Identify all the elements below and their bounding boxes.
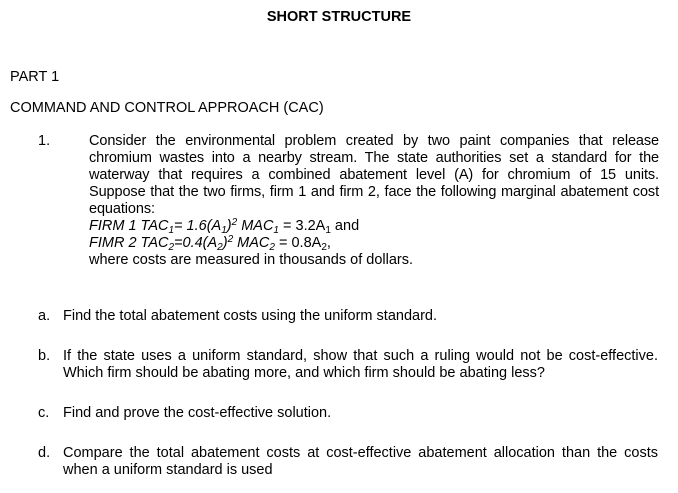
cost-units-note: where costs are measured in thousands of dollars. bbox=[89, 252, 414, 268]
part-heading: PART 1 bbox=[10, 69, 60, 85]
subquestion-text: If the state uses a uniform standard, show that such a ruling would not be cost-effective. Which firm should be abating more, and which firm should be abating less? bbox=[63, 348, 658, 381]
question-body bbox=[89, 133, 659, 269]
subquestion-label: c. bbox=[38, 405, 50, 421]
subquestion-c bbox=[38, 405, 658, 422]
subquestion-d bbox=[38, 445, 658, 479]
question-number: 1. bbox=[38, 133, 51, 149]
subquestion-text: Find and prove the cost-effective solution. bbox=[63, 405, 332, 421]
subquestion-text: Compare the total abatement costs at cost-effective abatement allocation than the costs when a uniform standard is used bbox=[63, 445, 658, 478]
subquestion-label: d. bbox=[38, 445, 51, 461]
subquestion-text: Find the total abatement costs using the uniform standard. bbox=[63, 308, 437, 324]
subquestion-a bbox=[38, 308, 658, 325]
equation-firm-1: FIRM 1 $TAC_1= 1.6(A_1)^2$ $MAC_1 = 3.2A_1$ and bbox=[89, 217, 360, 236]
subquestion-label: a. bbox=[38, 308, 51, 324]
equation-firm-2: FIMR 2 $TAC_2=0.4(A_2)^2$ $MAC_2 = 0.8A_2$, bbox=[89, 234, 331, 253]
subquestion-label: b. bbox=[38, 348, 51, 364]
page-title: SHORT STRUCTURE bbox=[266, 9, 412, 25]
subquestion-b bbox=[38, 348, 658, 382]
question-paragraph: Consider the environmental problem created by two paint companies that release chromium wastes into a nearby stream. The state authorities set a standard for the waterway that requires a combined abatement level (A) for chromium of 15 units. Suppose that the two firms, firm 1 and firm 2, face the following marginal abatement cost equations: bbox=[89, 133, 659, 217]
section-heading: COMMAND AND CONTROL APPROACH (CAC) bbox=[10, 100, 324, 116]
